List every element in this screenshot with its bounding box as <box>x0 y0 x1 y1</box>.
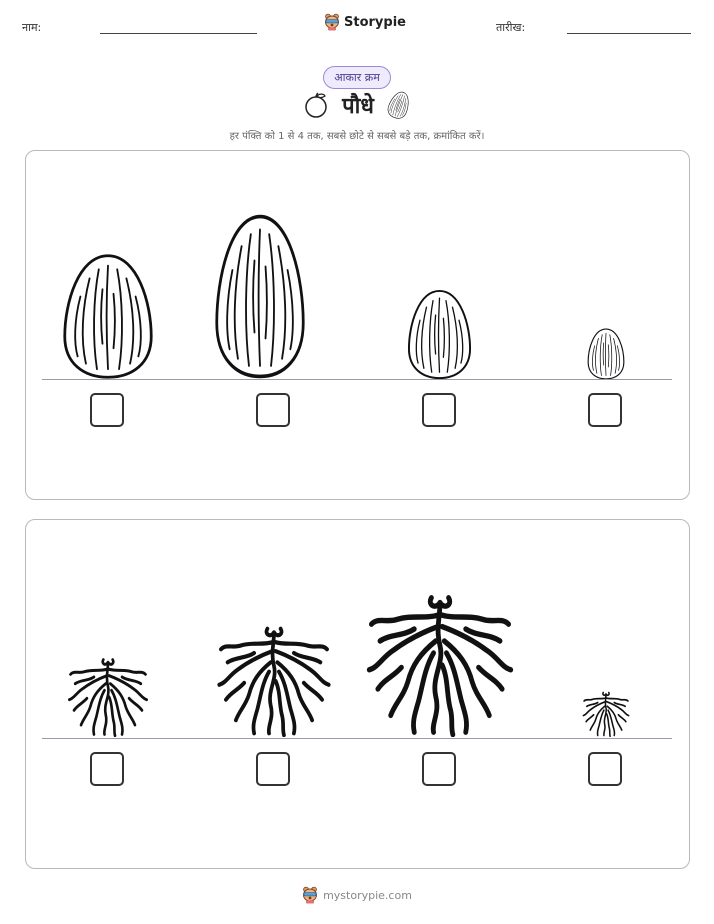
answer-box-seed-4[interactable] <box>588 393 622 427</box>
date-label: तारीख: <box>496 21 526 34</box>
footer-url[interactable]: mystorypie.com <box>323 888 412 902</box>
answer-box-roots-3[interactable] <box>422 752 456 786</box>
brand-logo <box>324 13 406 31</box>
answer-box-seed-3[interactable] <box>422 393 456 427</box>
brand-name: Storypie <box>344 14 406 30</box>
answer-box-roots-4[interactable] <box>588 752 622 786</box>
roots-item-3 <box>365 593 515 737</box>
page-title: पौधे <box>342 94 374 119</box>
baseline-seeds <box>42 379 672 380</box>
seed-icon <box>384 88 414 122</box>
orange-fruit-icon <box>304 92 328 118</box>
seed-item-4 <box>587 328 625 380</box>
answer-box-seed-2[interactable] <box>256 393 290 427</box>
seed-item-2 <box>214 213 306 380</box>
name-label: नाम: <box>22 21 42 34</box>
seed-item-1 <box>62 253 154 380</box>
answer-box-roots-2[interactable] <box>256 752 290 786</box>
answer-box-roots-1[interactable] <box>90 752 124 786</box>
date-line[interactable] <box>567 33 691 34</box>
title-row <box>0 90 714 120</box>
storypie-mascot-icon <box>324 13 340 31</box>
baseline-roots <box>42 738 672 739</box>
instruction-text: हर पंक्ति को 1 से 4 तक, सबसे छोटे से सबसे बड़े तक, क्रमांकित करें। <box>229 131 485 142</box>
seed-item-3 <box>407 289 472 380</box>
name-line[interactable] <box>100 33 257 34</box>
storypie-mascot-icon <box>302 886 318 904</box>
answer-box-seed-1[interactable] <box>90 393 124 427</box>
topic-badge: आकार क्रम <box>323 66 391 89</box>
roots-item-4 <box>582 691 630 737</box>
footer <box>302 886 412 904</box>
roots-item-2 <box>216 625 332 737</box>
roots-item-1 <box>67 657 149 737</box>
